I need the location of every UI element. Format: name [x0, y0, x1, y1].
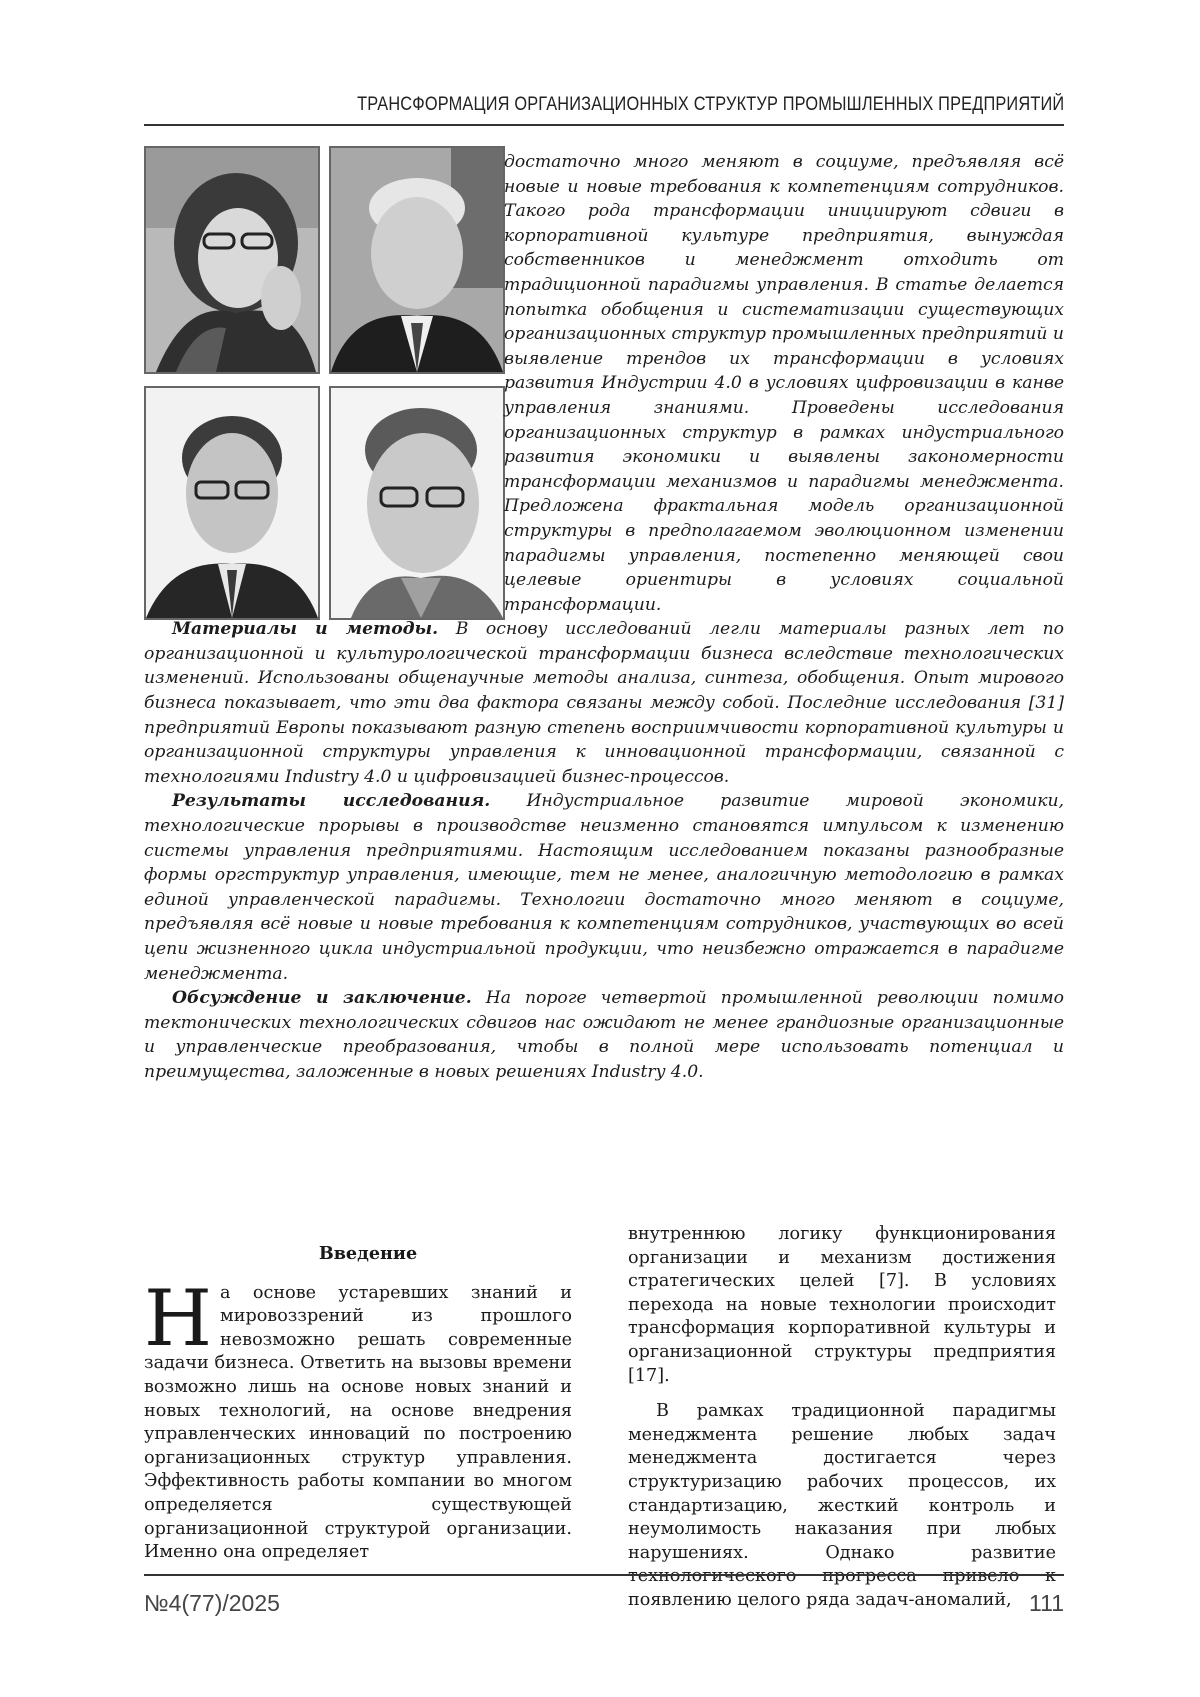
intro-right-paragraph-2: В рамках традиционной парадигмы менеджмента решение любых задач менеджмента достигается через структуризацию рабочих процессов, их стандартизацию, жесткий контроль и неумолимость наказания при любых нарушениях. Однако развитие технологического прогресса привело к появлению целого ряда задач-аномалий,	[628, 1401, 1056, 1610]
results-text: Индустриальное развитие мировой экономики, технологические прорывы в производстве неизменно становятся импульсом к изменению системы управления предприятиями. Настоящим исследованием показаны разнообразные формы оргструктур управления, имеющие, тем не менее, аналогичную методологию в рамках единой управленческой парадигмы. Технологии достаточно много меняют в социуме, предъявляя всё новые и новые требования к компетенциям сотрудников, участвующих во всей цепи жизненного цикла индустриальной продукции, что неизбежно отражается в парадигме менеджмента.	[144, 791, 1064, 984]
abstract-methods	[144, 617, 1064, 789]
footer-rule	[144, 1574, 1064, 1576]
intro-right-paragraph-1: внутреннюю логику функционирования организации и механизм достижения стратегических целей [7]. В условиях перехода на новые технологии происходит трансформация корпоративной культуры и организационной структуры предприятия [17].	[628, 1224, 1056, 1386]
photo-area-spacer	[144, 150, 504, 615]
abstract-intro: достаточно много меняют в социуме, предъявляя всё новые и новые требования к компетенциям сотрудников. Такого рода трансформации инициируют сдвиги в корпоративной культуре предприятия, вынуждая собственников и менеджмент отходить от традиционной парадигмы управления. В статье делается попытка обобщения и систематизации существующих организационных структур промышленных предприятий и выявление трендов их трансформации в условиях развития Индустрии 4.0 в условиях цифровизации в канве управления знаниями. Проведены исследования организационных структур в рамках индустриального развития экономики и выявлены закономерности трансформации механизмов и парадигмы менеджмента. Предложена фрактальная модель организационной структуры в предполагаемом эволюционном изменении парадигмы управления, постепенно меняющей свои целевые ориентиры в условиях социальной трансформации.	[504, 152, 1064, 615]
intro-paragraph-1	[144, 1273, 572, 1565]
discussion-heading: Обсуждение и заключение.	[172, 988, 472, 1009]
discussion-text: На пороге четвертой промышленной революции помимо тектонических технологических сдвигов нас ожидают не менее грандиозные организационные и управленческие преобразования, чтобы в полной мере использовать потенциал и преимущества, заложенные в новых решениях Industry 4.0.	[144, 988, 1064, 1082]
running-header	[144, 90, 1064, 126]
intro-heading: Введение	[318, 1243, 418, 1264]
intro-left-column	[144, 1230, 572, 1565]
intro-right-column	[628, 1223, 1056, 1613]
issue-number: №4(77)/2025	[144, 1590, 280, 1616]
dropcap-letter: Н	[144, 1273, 213, 1364]
abstract-results	[144, 789, 1064, 986]
abstract-discussion	[144, 986, 1064, 1084]
intro-left-text: а основе устаревших знаний и мировоззрений из прошлого невозможно решать современные задачи бизнеса. Ответить на вызовы времени возможно лишь на основе новых знаний и новых технологий, на основе внедрения управленческих инноваций по построению организационных структур управления. Эффективность работы компании во многом определяется существующей организационной структурой организации. Именно она определяет	[144, 1282, 572, 1563]
page-number: 111	[1029, 1590, 1064, 1616]
methods-heading: Материалы и методы.	[172, 619, 439, 640]
running-title: ТРАНСФОРМАЦИЯ ОРГАНИЗАЦИОННЫХ СТРУКТУР ПРОМЫШЛЕННЫХ ПРЕДПРИЯТИЙ	[356, 94, 1064, 115]
abstract	[144, 150, 1064, 1085]
results-heading: Результаты исследования.	[172, 791, 491, 812]
methods-text: В основу исследований легли материалы разных лет по организационной и культурологической трансформации бизнеса вследствие технологических изменений. Использованы общенаучные методы анализа, синтеза, обобщения. Опыт мирового бизнеса показывает, что эти два фактора связаны между собой. Последние исследования [31] предприятий Европы показывают разную степень восприимчивости корпоративной культуры и организационной структуры управления к инновационной трансформации, связанной с технологиями Industry 4.0 и цифровизацией бизнес-процессов.	[144, 619, 1064, 787]
